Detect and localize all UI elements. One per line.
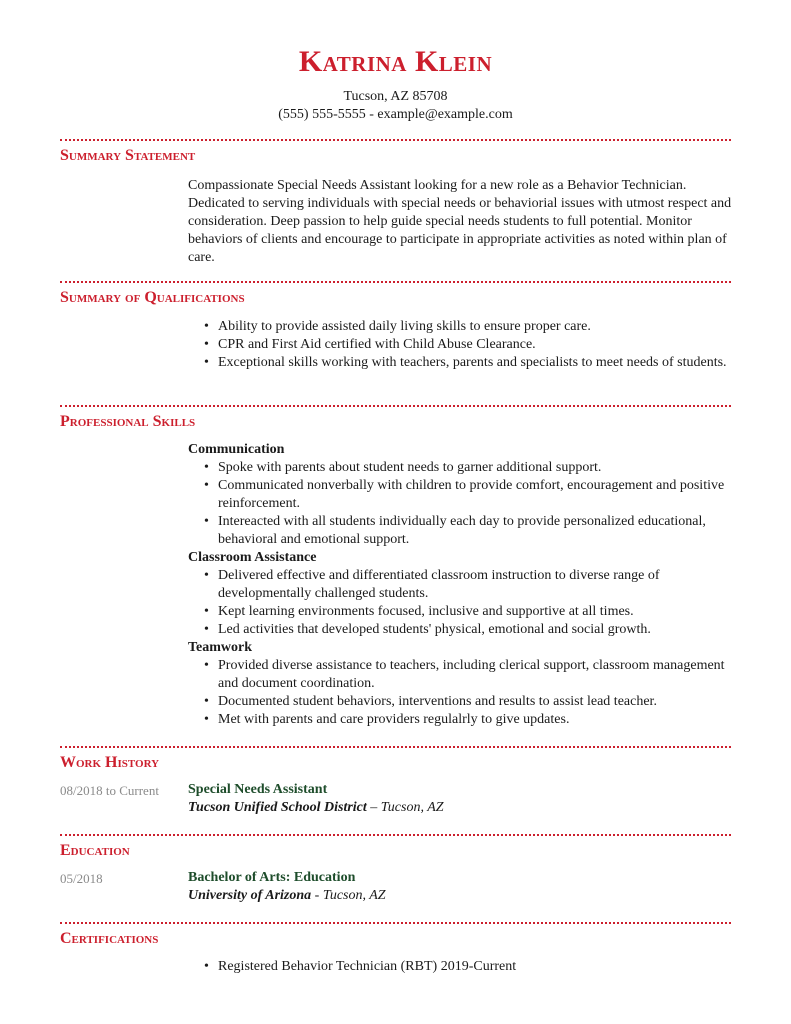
section-divider	[60, 746, 731, 748]
skills-content	[188, 441, 733, 729]
address-line: Tucson, AZ 85708	[343, 89, 448, 104]
list-item: • CPR and First Aid certified with Child Abuse Clearance.	[188, 336, 733, 354]
list-item: • Led activities that developed students' physical, emotional and social growth.	[188, 621, 733, 639]
education-entry	[188, 869, 733, 905]
list-item: • Exceptional skills working with teachers, parents and specialists to meet needs of students.	[188, 354, 733, 372]
work-history-heading: Work History	[60, 754, 160, 771]
education-heading: Education	[60, 842, 130, 859]
education-date: 05/2018	[60, 871, 103, 886]
summary-text: Compassionate Special Needs Assistant looking for a new role as a Behavior Technician. Dedicated to serving individuals with special needs or behaviorial issues with utmost respect and consideration. Deep passion to help guide special needs students to full potential. Monitor behaviors of clients and encourage to participate in appropriate activities as noted within plan of care.	[188, 178, 732, 265]
employer-name: Tucson Unified School District	[188, 800, 367, 815]
qualifications-heading: Summary of Qualifications	[60, 289, 245, 306]
contact-line: (555) 555-5555 - example@example.com	[278, 107, 513, 122]
school-location: - Tucson, AZ	[311, 888, 386, 903]
skills-heading: Professional Skills	[60, 413, 196, 430]
skill-group-list	[188, 459, 733, 549]
qualifications-list-wrap	[188, 318, 733, 372]
employer-line	[188, 799, 733, 817]
section-divider	[60, 281, 731, 283]
certifications-list	[188, 958, 733, 976]
list-item: • Ability to provide assisted daily living skills to ensure proper care.	[188, 318, 733, 336]
section-divider	[60, 922, 731, 924]
qualifications-list	[188, 318, 733, 372]
skill-group-heading: Classroom Assistance	[188, 550, 317, 565]
list-item: • Registered Behavior Technician (RBT) 2019-Current	[188, 958, 733, 976]
section-divider	[60, 834, 731, 836]
list-item: • Documented student behaviors, interventions and results to assist lead teacher.	[188, 693, 733, 711]
degree-title: Bachelor of Arts: Education	[188, 870, 356, 885]
list-item: • Delivered effective and differentiated classroom instruction to diverse range of developmentally challenged students.	[188, 567, 733, 603]
certifications-list-wrap	[188, 958, 733, 976]
skill-group-list	[188, 567, 733, 639]
list-item: • Communicated nonverbally with children to provide comfort, encouragement and positive reinforcement.	[188, 477, 733, 513]
job-title: Special Needs Assistant	[188, 782, 328, 797]
certifications-heading: Certifications	[60, 930, 159, 947]
school-name: University of Arizona	[188, 888, 312, 903]
list-item: • Met with parents and care providers regulalrly to give updates.	[188, 711, 733, 729]
skill-group-heading: Communication	[188, 442, 285, 457]
work-date: 08/2018 to Current	[60, 783, 159, 798]
employer-location: – Tucson, AZ	[366, 800, 444, 815]
summary-heading: Summary Statement	[60, 147, 196, 164]
list-item: • Provided diverse assistance to teachers, including clerical support, classroom management and document coordination.	[188, 657, 733, 693]
skill-group-heading: Teamwork	[188, 640, 253, 655]
work-entry	[188, 781, 733, 817]
section-divider	[60, 139, 731, 141]
list-item: • Intereacted with all students individually each day to provide personalized educational, behavioral and emotional support.	[188, 513, 733, 549]
list-item: • Spoke with parents about student needs to garner additional support.	[188, 459, 733, 477]
candidate-name: Katrina Klein	[298, 45, 493, 78]
skill-group-list	[188, 657, 733, 729]
section-divider	[60, 405, 731, 407]
school-line	[188, 887, 733, 905]
list-item: • Kept learning environments focused, inclusive and supportive at all times.	[188, 603, 733, 621]
